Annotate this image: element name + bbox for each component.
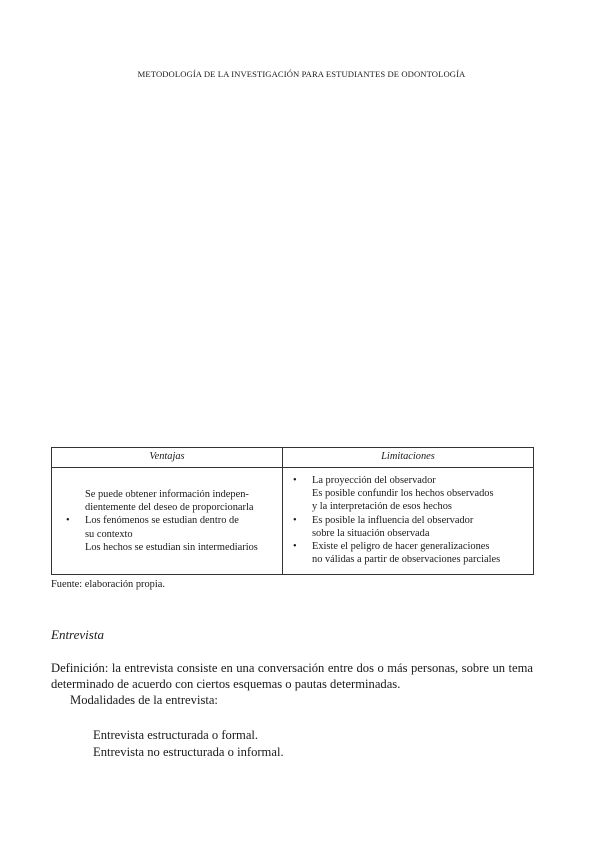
list-item <box>287 540 529 566</box>
list-item <box>60 541 278 554</box>
page-header: METODOLOGÍA DE LA INVESTIGACIÓN PARA ESTUDIANTES DE ODONTOLOGÍA <box>137 69 466 79</box>
list-item <box>287 487 529 513</box>
table-source-note: Fuente: elaboración propia. <box>51 579 165 590</box>
list-item-line: • Existe el peligro de hacer generalizaciones <box>312 541 490 553</box>
list-item-line: dientemente del deseo de proporcionarla <box>85 502 254 514</box>
section-title: Entrevista <box>51 627 104 642</box>
definition-block <box>51 660 533 708</box>
list-item-line: y la interpretación de esos hechos <box>312 501 452 513</box>
modalities-label: Modalidades de la entrevista: <box>70 693 218 707</box>
modality-item: Entrevista estructurada o formal. <box>93 728 259 742</box>
list-item <box>60 514 278 540</box>
list-item-line: sobre la situación observada <box>312 527 430 539</box>
list-item-line: no válidas a partir de observaciones parciales <box>312 554 501 566</box>
header-limitaciones: Limitaciones <box>283 448 534 468</box>
table-header-row <box>52 448 534 468</box>
list-item <box>287 474 529 487</box>
table-body-row <box>52 468 534 575</box>
ventajas-list <box>56 488 278 554</box>
list-item-line: Se puede obtener información indepen- <box>85 489 249 500</box>
definition-text: Definición: la entrevista consiste en una conversación entre dos o más personas, sobre un tema determinado de acuerdo con ciertos esquemas o pautas determinadas. <box>51 661 533 691</box>
comparison-table <box>51 447 534 575</box>
list-item-line: Es posible confundir los hechos observados <box>312 488 494 500</box>
ventajas-cell <box>52 468 283 575</box>
list-item <box>287 514 529 540</box>
limitaciones-list <box>287 474 529 566</box>
header-ventajas: Ventajas <box>52 448 283 468</box>
modalities-list <box>93 727 284 761</box>
modality-item: Entrevista no estructurada o informal. <box>93 745 284 759</box>
list-item-line: • Los fenómenos se estudian dentro de <box>85 515 239 527</box>
limitaciones-cell <box>283 468 534 575</box>
list-item-line: su contexto <box>85 528 133 540</box>
list-item <box>60 488 278 514</box>
list-item-line: Los hechos se estudian sin intermediarios <box>85 541 258 553</box>
list-item-line: • La proyección del observador <box>312 475 436 486</box>
list-item-line: • Es posible la influencia del observador <box>312 514 474 526</box>
